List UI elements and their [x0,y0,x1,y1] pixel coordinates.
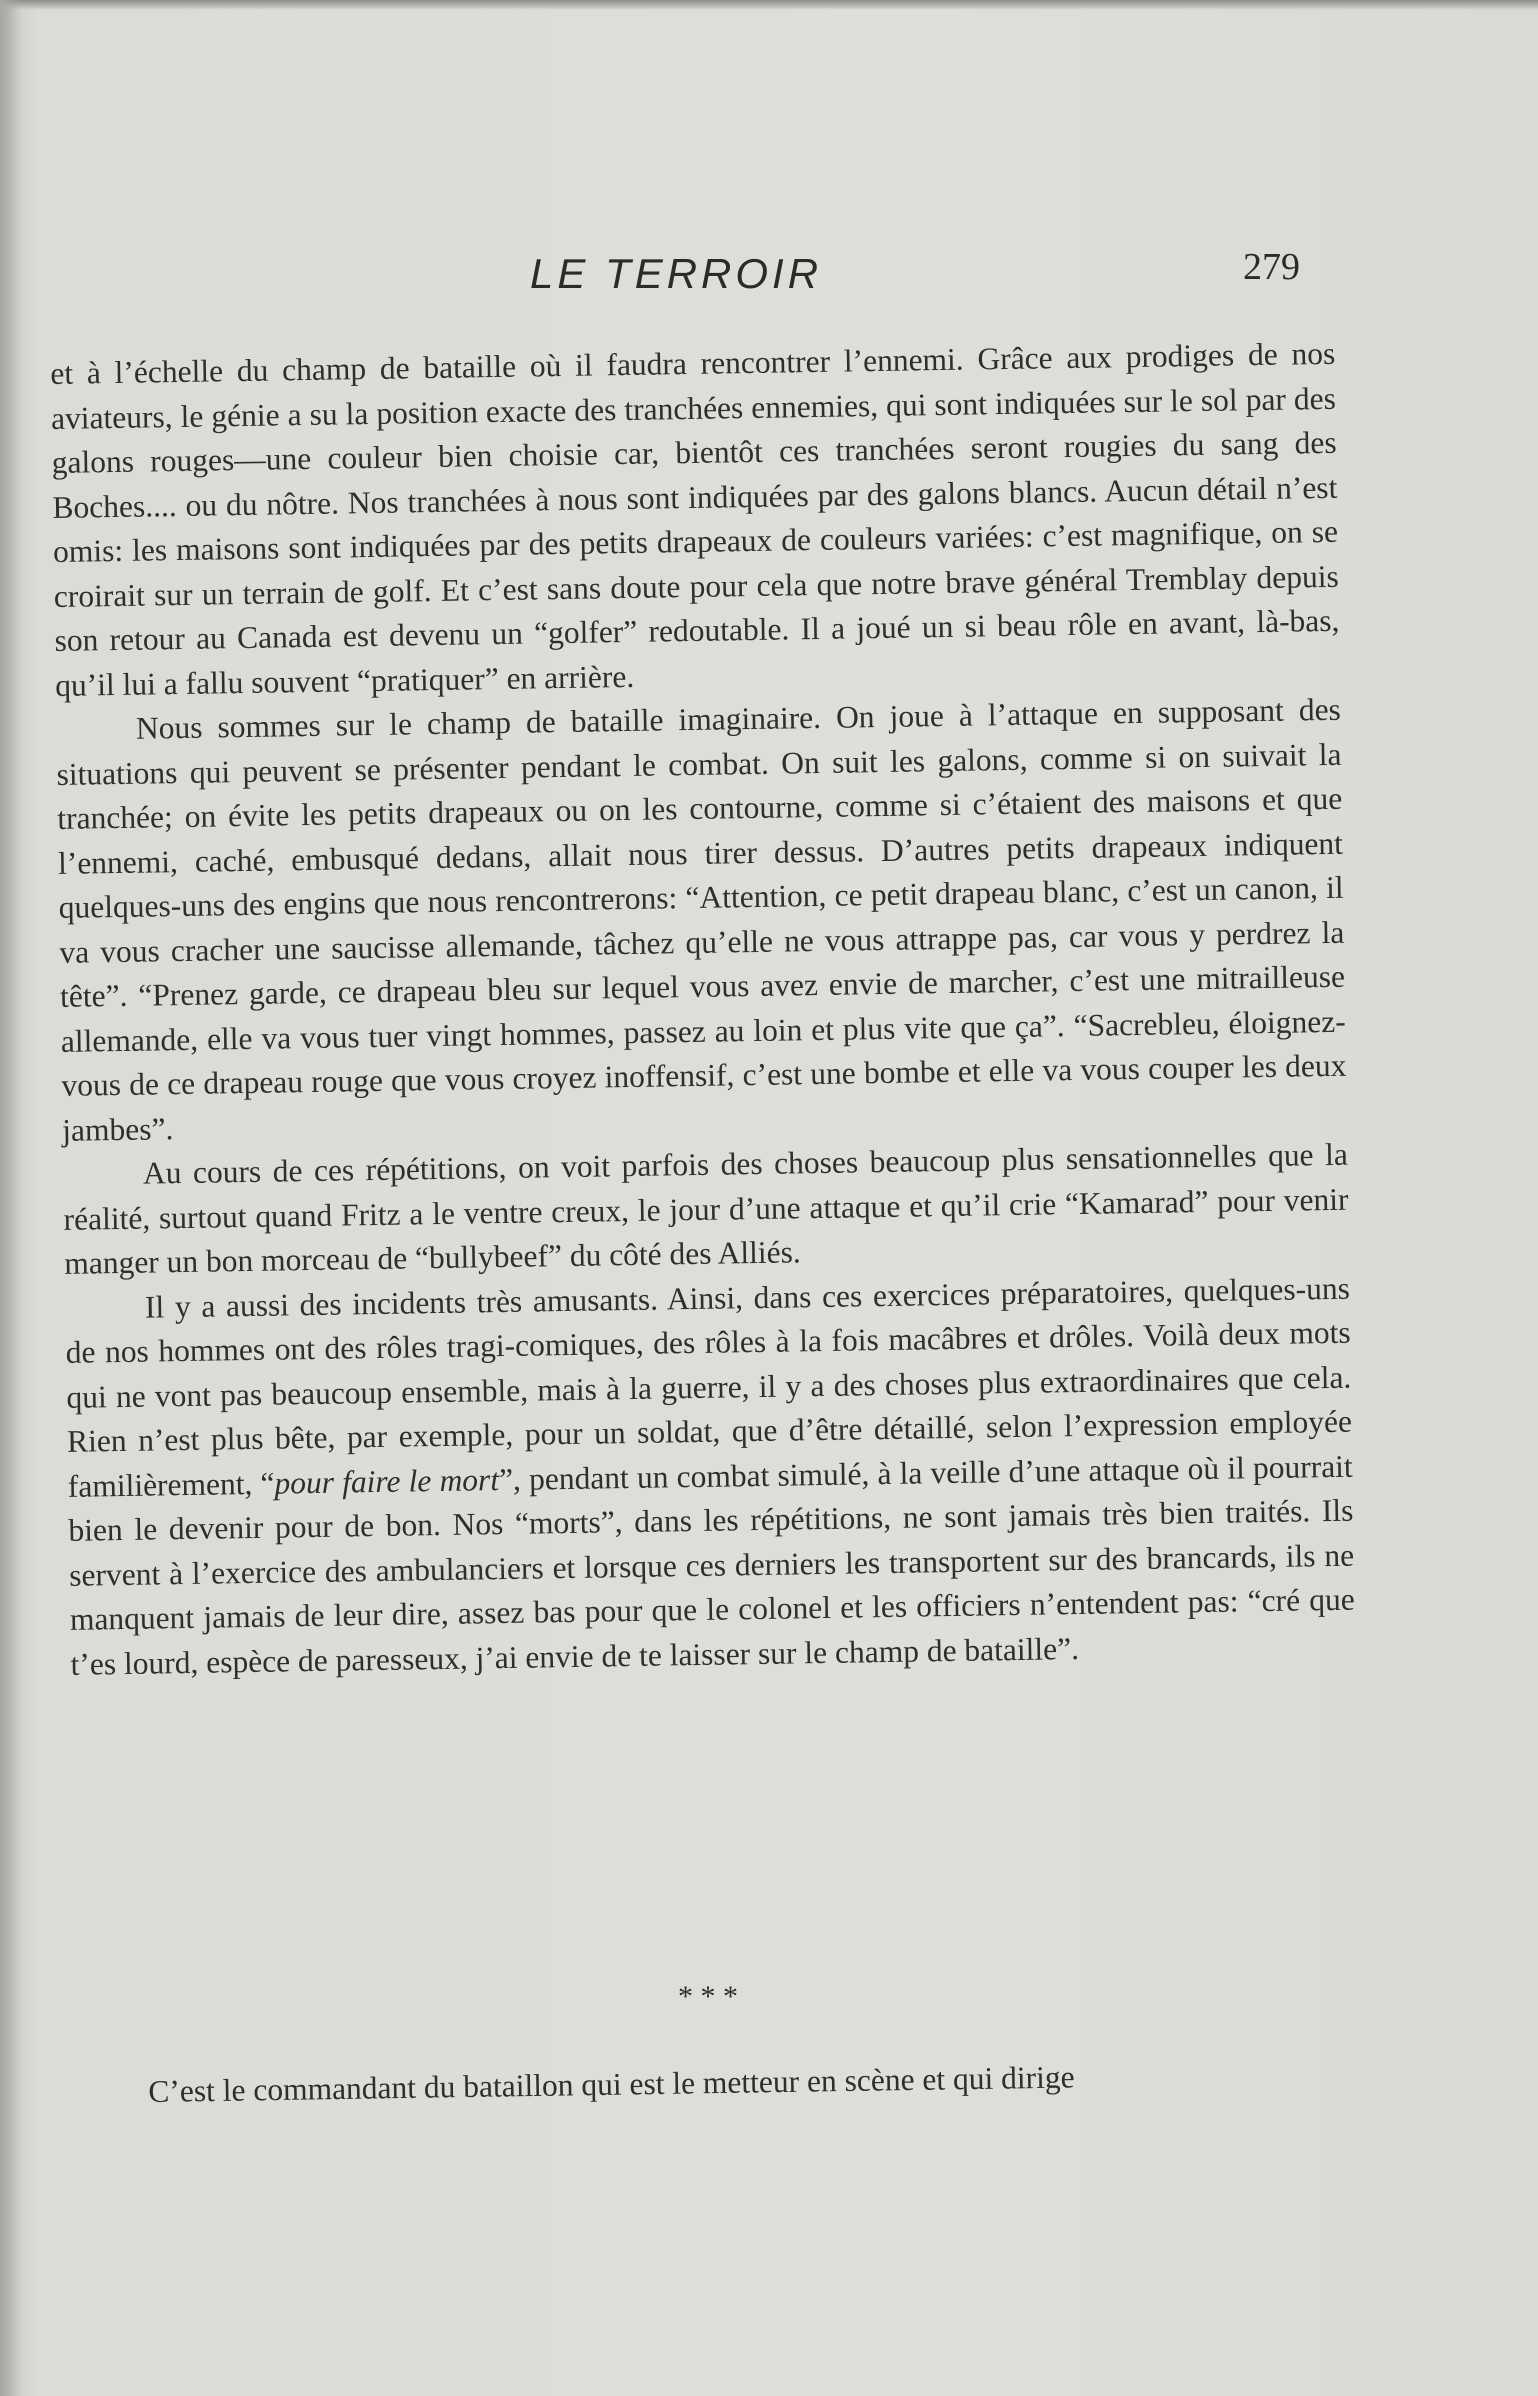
final-line: C’est le commandant du bataillon qui est le metteur en scène et qui dirige [148,2059,1075,2109]
page-number: 279 [1243,246,1300,288]
paragraph-4 [65,1266,1356,1687]
paragraph-4-text-b: ”, pendant un combat simulé, à la veille d’une attaque où il pourrait bien le devenir pour de bon. Nos “morts”, dans les répétitions, ne sont jamais très bien traités. Ils servent à l’exercice des ambulanciers et lorsque ces derniers les transportent sur des brancards, ils ne manquent jamais de leur dire, assez bas pour que le colonel et les officiers n’entendent pas: “cré que t’es lourd, espèce de paresseux, j’ai envie de te laisser sur le champ de bataille”. [68,1448,1356,1682]
section-break: * * * [678,1980,738,2013]
paragraph-2: Nous sommes sur le champ de bataille imaginaire. On joue à l’attaque en supposant des situations qui peuvent se présenter pendant le combat. On suit les galons, comme si on suivait la tranchée; on évite les petits drapeaux ou on les contourne, comme si c’étaient des maisons et que l’ennemi, caché, embusqué dedans, allait nous tirer dessus. D’autres petits drapeaux indiquent quelques-uns des engins que nous rencontrerons: “Attention, ce petit drapeau blanc, c’est un canon, il va vous cracher une saucisse allemande, tâchez qu’elle ne vous attrappe pas, car vous y perdrez la tête”. “Prenez garde, ce drapeau bleu sur lequel vous avez envie de marcher, c’est une mitrailleuse allemande, elle va vous tuer vingt hommes, passez au loin et plus vite que ça”. “Sacrebleu, éloignez-vous de ce drapeau rouge que vous croyez inoffensif, c’est une bombe et elle va vous couper les deux jambes”. [56,691,1347,1148]
paragraph-4-italic: pour faire le mort [274,1461,500,1501]
paragraph-1: et à l’échelle du champ de bataille où il faudra rencontrer l’ennemi. Grâce aux prodiges de nos aviateurs, le génie a su la position exacte des tranchées ennemies, qui sont indiquées sur le sol par des galons rouges—une couleur bien choisie car, bientôt ces tranchées seront rougies du sang des Boches.... ou du nôtre. Nos tranchées à nous sont indiquées par des galons blancs. Aucun détail n’est omis: les maisons sont indiquées par des petits drapeaux de couleurs variées: c’est magnifique, on se croirait sur un terrain de golf. Et c’est sans doute pour cela que notre brave général Tremblay depuis son retour au Canada est devenu un “golfer” redoutable. Il a joué un si beau rôle en avant, là-bas, qu’il lui a fallu souvent “pratiquer” en arrière. [50,335,1340,703]
page-header [0,0,1538,320]
running-title: LE TERROIR [530,250,823,297]
body-text [50,332,1356,1687]
page-gutter-shadow [0,0,22,2396]
paragraph-4-text-a: Il y a aussi des incidents très amusants. Ainsi, dans ces exercices préparatoires, quelques-uns de nos hommes ont des rôles tragi-comiques, des rôles à la fois macâbres et drôles. Voilà deux mots qui ne vont pas beaucoup ensemble, mais à la guerre, il y a des choses plus extraordinaires que cela. Rien n’est plus bête, par exemple, pour un soldat, que d’être détaillé, selon l’expression employée familièrement, “ [65,1270,1353,1504]
paragraph-3: Au cours de ces répétitions, on voit parfois des choses beaucoup plus sensationnelles que la réalité, surtout quand Fritz a le ventre creux, le jour d’une attaque et qu’il crie “Kamarad” pour venir manger un bon morceau de “bullybeef” du côté des Alliés. [63,1136,1349,1281]
